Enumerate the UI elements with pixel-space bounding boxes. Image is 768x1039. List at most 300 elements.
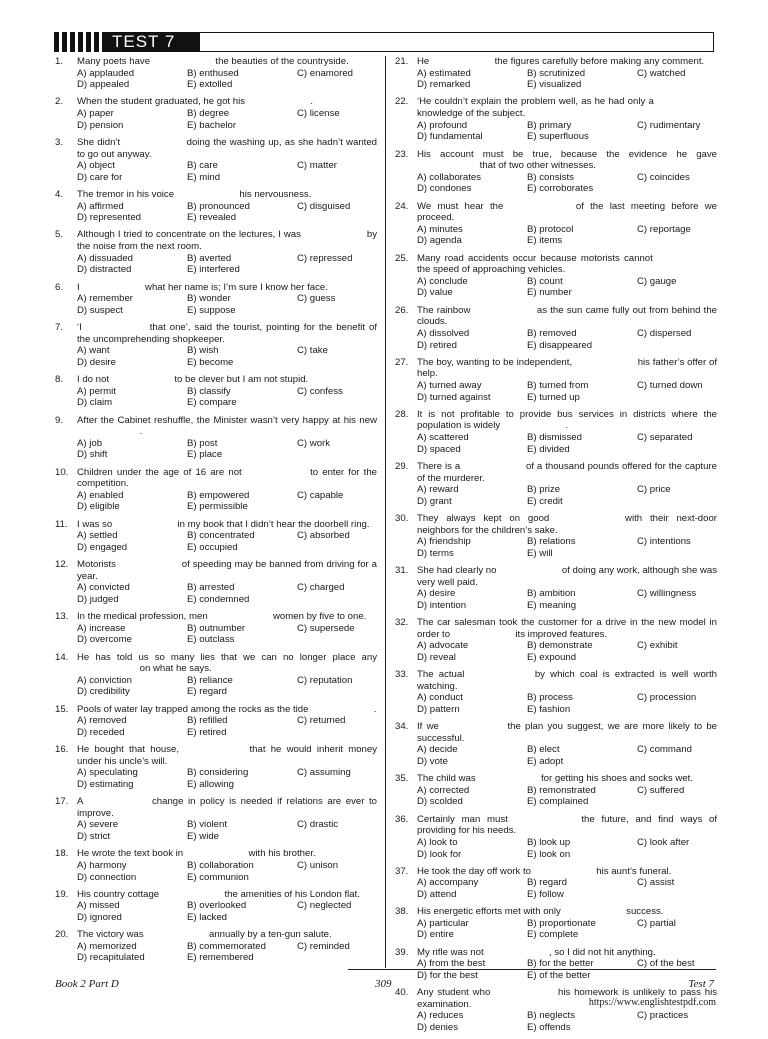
answer-option: C) absorbed <box>297 530 350 542</box>
question-number: 4. <box>55 189 64 200</box>
answer-option: C) guess <box>297 293 336 305</box>
answer-option: B) proportionate <box>527 917 596 929</box>
answer-option: A) speculating <box>77 767 138 779</box>
answer-option: B) collaboration <box>187 859 254 871</box>
question-stem <box>417 357 717 380</box>
answer-options <box>77 582 377 605</box>
question-number: 25. <box>395 252 409 264</box>
answer-option: A) applauded <box>77 67 135 79</box>
answer-option: A) scattered <box>417 432 469 444</box>
stem-after-blank: of doing any work, although she was very well paid. <box>417 565 718 588</box>
question-item <box>55 559 377 605</box>
answer-option: E) of the better <box>527 969 591 981</box>
question-item <box>55 137 377 183</box>
answer-option: B) consists <box>527 171 574 183</box>
stem-before-blank: I <box>77 281 80 293</box>
question-item <box>395 773 717 808</box>
answer-options <box>417 536 717 559</box>
answer-options <box>77 900 377 923</box>
question-number: 13. <box>55 611 69 623</box>
answer-option: A) estimated <box>417 67 471 79</box>
answer-option: B) relations <box>527 536 576 548</box>
question-stem <box>417 461 717 484</box>
answer-option: D) scolded <box>417 796 463 808</box>
question-item <box>55 704 377 739</box>
stem-after-blank: the speed of approaching vehicles. <box>417 264 566 276</box>
column-divider <box>385 56 386 968</box>
answer-option: D) terms <box>417 547 454 559</box>
answer-option: D) turned against <box>417 391 491 403</box>
answer-option: D) for the best <box>417 969 478 981</box>
answer-option: C) drastic <box>297 819 339 831</box>
answer-option: E) lacked <box>187 911 227 923</box>
question-item <box>395 149 717 195</box>
stem-before-blank: The car salesman took the customer for a drive in the new model in order to <box>417 617 717 640</box>
answer-option: E) communion <box>187 871 249 883</box>
answer-option: D) pension <box>77 119 124 131</box>
answer-option: C) license <box>297 108 340 120</box>
question-stem <box>417 305 717 328</box>
stem-after-blank: doing the washing up, as she hadn’t wanted to go out anyway. <box>77 136 377 160</box>
answer-option: E) meaning <box>527 599 577 611</box>
answer-option: C) reputation <box>297 674 353 686</box>
question-number: 5. <box>55 229 64 241</box>
answer-option: B) count <box>527 275 563 287</box>
question-stem <box>77 282 377 294</box>
answer-option: A) corrected <box>417 784 470 796</box>
question-item <box>55 374 377 409</box>
stem-after-blank: his aunt’s funeral. <box>596 865 672 877</box>
stem-before-blank: She didn’t <box>77 136 121 148</box>
question-item <box>395 866 717 901</box>
answer-option: D) remarked <box>417 79 471 91</box>
answer-option: B) outnumber <box>187 622 246 634</box>
stem-after-blank: with his brother. <box>248 848 316 860</box>
stem-after-blank: knowledge of the subject. <box>417 108 526 120</box>
answer-option: C) reminded <box>297 940 350 952</box>
answer-option: A) particular <box>417 917 469 929</box>
answer-option: C) gauge <box>637 275 677 287</box>
answer-options <box>417 328 717 351</box>
answer-option: D) spaced <box>417 443 461 455</box>
stem-before-blank: Any student who <box>417 987 491 999</box>
answer-options <box>417 120 717 143</box>
question-stem <box>77 611 377 623</box>
question-stem <box>77 929 377 941</box>
stem-after-blank: with their next-door neighbors for the children’s sake. <box>417 512 717 536</box>
answer-option: B) wish <box>187 345 219 357</box>
question-stem <box>77 848 377 860</box>
question-number: 26. <box>395 304 409 316</box>
answer-option: B) concentrated <box>187 530 255 542</box>
stem-after-blank: of a thousand pounds offered for the capture of the murderer. <box>417 460 717 484</box>
answer-options <box>77 160 377 183</box>
question-stem <box>417 513 717 536</box>
question-item <box>395 56 717 91</box>
answer-option: E) remembered <box>187 952 254 964</box>
answer-option: C) confess <box>297 385 343 397</box>
question-item <box>395 96 717 142</box>
question-item <box>55 519 377 554</box>
answer-option: D) credibility <box>77 686 130 698</box>
question-stem <box>77 796 377 819</box>
answer-option: B) turned from <box>527 379 589 391</box>
answer-option: C) work <box>297 437 331 449</box>
footer-page-number: 309 <box>375 978 392 990</box>
footer-test: Test 7 <box>688 978 714 990</box>
footer-url: https://www.englishtestpdf.com <box>588 997 716 1008</box>
answer-option: D) distracted <box>77 264 132 276</box>
answer-option: E) extolled <box>187 79 233 91</box>
answer-option: C) reportage <box>637 223 691 235</box>
stem-after-blank: success. <box>626 906 664 918</box>
answer-option: C) repressed <box>297 252 353 264</box>
question-stem <box>77 137 377 160</box>
answer-options <box>77 490 377 513</box>
question-number: 19. <box>55 888 69 900</box>
answer-option: E) compare <box>187 397 237 409</box>
answer-option: B) removed <box>527 327 577 339</box>
answer-option: E) permissible <box>187 501 248 513</box>
stem-after-blank: his homework is unlikely to pass his examination. <box>417 987 717 1010</box>
answer-option: B) degree <box>187 108 230 120</box>
question-item <box>55 322 377 368</box>
answer-option: B) protocol <box>527 223 574 235</box>
answer-option: E) allowing <box>187 778 234 790</box>
answer-option: B) dismissed <box>527 432 582 444</box>
answer-option: C) command <box>637 744 692 756</box>
answer-options <box>77 201 377 224</box>
stem-after-blank: change in policy is needed if relations are ever to improve. <box>77 796 377 819</box>
question-number: 28. <box>395 408 409 420</box>
answer-option: B) considering <box>187 767 249 779</box>
question-item <box>395 906 717 941</box>
answer-options <box>417 1010 717 1033</box>
answer-options <box>77 386 377 409</box>
answer-option: D) eligible <box>77 501 120 513</box>
stem-after-blank: . <box>373 703 377 715</box>
question-stem <box>77 467 377 490</box>
question-number: 30. <box>395 512 409 524</box>
stem-before-blank: After the Cabinet reshuffle, the Minister wasn’t very happy at his new <box>77 414 377 426</box>
answer-option: D) reveal <box>417 651 456 663</box>
answer-option: C) look after <box>637 836 690 848</box>
answer-options <box>417 380 717 403</box>
answer-option: C) charged <box>297 582 345 594</box>
question-number: 31. <box>395 565 409 577</box>
answer-option: D) appealed <box>77 79 130 91</box>
answer-option: D) agenda <box>417 235 462 247</box>
question-item <box>395 357 717 403</box>
question-stem <box>77 229 377 252</box>
answer-option: A) profound <box>417 119 468 131</box>
stem-after-blank: on what he says. <box>139 663 212 675</box>
question-number: 8. <box>55 374 64 386</box>
question-item <box>55 889 377 924</box>
stem-before-blank: He bought that house, <box>77 744 180 756</box>
answer-options <box>77 767 377 790</box>
answer-option: A) severe <box>77 819 119 831</box>
question-number: 23. <box>395 148 409 160</box>
stem-after-blank: , so I did not hit anything. <box>549 946 656 958</box>
answer-option: A) affirmed <box>77 200 124 212</box>
answer-option: E) retired <box>187 726 227 738</box>
answer-option: E) items <box>527 235 563 247</box>
answer-option: B) care <box>187 160 218 172</box>
answer-options <box>417 588 717 611</box>
answer-option: D) condones <box>417 183 472 195</box>
question-number: 9. <box>55 414 64 426</box>
question-number: 38. <box>395 906 409 918</box>
stem-before-blank: His country cottage <box>77 888 160 900</box>
answer-option: E) wide <box>187 831 219 843</box>
answer-options <box>417 744 717 767</box>
answer-options <box>417 785 717 808</box>
answer-options <box>77 819 377 842</box>
answer-option: B) look up <box>527 836 571 848</box>
answer-option: C) practices <box>637 1010 689 1022</box>
stem-after-blank: . <box>139 426 143 438</box>
stem-before-blank: His account must be true, because the evidence he gave <box>417 148 717 160</box>
answer-option: C) assuming <box>297 767 351 779</box>
answer-option: E) corroborates <box>527 183 594 195</box>
answer-option: C) exhibit <box>637 640 678 652</box>
answer-option: D) connection <box>77 871 137 883</box>
answer-option: E) occupied <box>187 541 238 553</box>
stem-before-blank: Children under the age of 16 are not <box>77 466 242 478</box>
question-stem <box>417 96 717 119</box>
answer-option: A) conviction <box>77 674 132 686</box>
stem-after-blank: as the sun came fully out from behind the clouds. <box>417 304 718 328</box>
question-stem <box>77 374 377 386</box>
answer-option: D) represented <box>77 212 141 224</box>
question-stem <box>77 889 377 901</box>
stem-after-blank: by which coal is extracted is well worth watching. <box>417 669 717 692</box>
question-number: 36. <box>395 813 409 825</box>
stem-before-blank: I was so <box>77 518 113 530</box>
question-stem <box>77 189 377 201</box>
answer-option: A) missed <box>77 900 120 912</box>
answer-option: C) take <box>297 345 328 357</box>
answer-option: C) dispersed <box>637 327 692 339</box>
stem-after-blank: that of two other witnesses. <box>479 160 596 172</box>
answer-option: D) engaged <box>77 541 128 553</box>
answer-option: D) retired <box>417 339 457 351</box>
answer-options <box>77 623 377 646</box>
stem-before-blank: He <box>417 56 430 67</box>
answer-options <box>77 530 377 553</box>
answer-option: E) mind <box>187 171 221 183</box>
answer-option: A) turned away <box>417 379 482 391</box>
stem-before-blank: Although I tried to concentrate on the lectures, I was <box>77 229 301 241</box>
answer-option: E) divided <box>527 443 570 455</box>
stem-before-blank: Many road accidents occur because motorists cannot <box>417 252 653 264</box>
answer-option: C) willingness <box>637 588 697 600</box>
question-number: 17. <box>55 796 69 808</box>
answer-option: C) partial <box>637 917 676 929</box>
answer-option: B) violent <box>187 819 227 831</box>
answer-option: D) receded <box>77 726 125 738</box>
stem-before-blank: He wrote the text book in <box>77 848 184 860</box>
stem-after-blank: the future, and find ways of providing for his needs. <box>417 813 718 837</box>
stem-before-blank: It is not profitable to provide bus services in districts where the population is widely <box>417 408 717 432</box>
answer-option: C) supersede <box>297 622 355 634</box>
answer-option: E) offends <box>527 1022 571 1033</box>
question-stem <box>417 773 717 785</box>
answer-option: B) for the better <box>527 958 594 970</box>
stem-after-blank: women by five to one. <box>273 611 367 623</box>
answer-option: C) turned down <box>637 379 703 391</box>
question-column-left <box>55 56 377 970</box>
answer-option: A) removed <box>77 715 127 727</box>
question-number: 11. <box>55 518 68 530</box>
answer-options <box>417 172 717 195</box>
question-item <box>55 929 377 964</box>
stem-before-blank: He took the day off work to <box>417 865 531 877</box>
question-stem <box>77 559 377 582</box>
question-item <box>55 467 377 513</box>
question-item <box>55 189 377 224</box>
question-number: 2. <box>55 96 64 108</box>
stem-after-blank: what her name is; I’m sure I know her face. <box>145 281 328 293</box>
stem-before-blank: Certainly man must <box>417 813 508 825</box>
question-item <box>395 461 717 507</box>
answer-options <box>77 438 377 461</box>
answer-option: B) remonstrated <box>527 784 596 796</box>
question-number: 18. <box>55 848 69 860</box>
answer-option: E) adopt <box>527 756 564 767</box>
answer-option: E) place <box>187 449 223 461</box>
answer-option: D) suspect <box>77 304 123 316</box>
answer-option: A) permit <box>77 385 116 397</box>
answer-option: A) conclude <box>417 275 468 287</box>
question-stem <box>77 96 377 108</box>
question-item <box>55 611 377 646</box>
bottom-rule <box>348 969 716 970</box>
answer-option: C) unison <box>297 859 339 871</box>
answer-option: A) reward <box>417 484 459 496</box>
answer-option: E) look on <box>527 848 571 860</box>
answer-option: C) separated <box>637 432 693 444</box>
question-item <box>395 669 717 715</box>
question-number: 6. <box>55 281 64 293</box>
answer-option: A) decide <box>417 744 458 756</box>
answer-option: A) harmony <box>77 859 127 871</box>
question-stem <box>77 704 377 716</box>
answer-option: E) fashion <box>527 703 571 715</box>
answer-option: C) assist <box>637 877 675 889</box>
answer-option: D) intention <box>417 599 467 611</box>
question-item <box>395 253 717 299</box>
answer-options <box>77 675 377 698</box>
answer-option: C) neglected <box>297 900 352 912</box>
answer-option: C) disguised <box>297 200 351 212</box>
stem-after-blank: his father’s offer of help. <box>417 356 717 380</box>
answer-options <box>417 68 717 91</box>
answer-option: E) will <box>527 547 553 559</box>
answer-option: E) superfluous <box>527 131 589 143</box>
question-item <box>55 796 377 842</box>
question-number: 15. <box>55 703 69 715</box>
answer-option: A) enabled <box>77 489 124 501</box>
stem-after-blank: the beauties of the countryside. <box>215 56 349 67</box>
question-number: 10. <box>55 466 69 478</box>
answer-option: B) elect <box>527 744 560 756</box>
stem-after-blank: in my book that I didn’t hear the doorbell ring. <box>177 518 370 530</box>
stem-after-blank: of speeding may be banned from driving for a year. <box>77 559 377 582</box>
answer-option: D) vote <box>417 756 448 767</box>
question-item <box>395 565 717 611</box>
answer-option: B) classify <box>187 385 231 397</box>
stem-after-blank: of the last meeting before we proceed. <box>417 200 718 224</box>
answer-option: B) primary <box>527 119 572 131</box>
footer-book: Book 2 Part D <box>55 978 119 990</box>
answer-option: C) watched <box>637 67 686 79</box>
answer-option: A) collaborates <box>417 171 481 183</box>
answer-option: E) become <box>187 356 234 368</box>
question-stem <box>417 253 717 276</box>
answer-option: B) wonder <box>187 293 231 305</box>
answer-option: A) minutes <box>417 223 463 235</box>
answer-option: B) ambition <box>527 588 576 600</box>
answer-options <box>417 432 717 455</box>
question-number: 27. <box>395 356 409 368</box>
stem-before-blank: He has told us so many lies that we can no longer place any <box>77 651 377 663</box>
stem-after-blank: that he would inherit money under his uncle’s will. <box>77 744 377 767</box>
answer-option: C) suffered <box>637 784 685 796</box>
question-number: 1. <box>55 56 64 67</box>
stem-after-blank: annually by a ten-gun salute. <box>209 929 332 941</box>
stem-after-blank: the plan you suggest, we are more likely to be successful. <box>417 721 718 744</box>
question-item <box>55 229 377 275</box>
answer-options <box>417 877 717 900</box>
question-stem <box>417 814 717 837</box>
answer-option: A) dissuaded <box>77 252 133 264</box>
answer-option: D) estimating <box>77 778 134 790</box>
answer-option: D) value <box>417 287 453 299</box>
answer-option: C) of the best <box>637 958 695 970</box>
question-stem <box>417 721 717 744</box>
answer-option: B) arrested <box>187 582 235 594</box>
question-number: 29. <box>395 460 409 472</box>
stem-before-blank: The tremor in his voice <box>77 189 175 200</box>
answer-option: D) look for <box>417 848 462 860</box>
answer-option: E) suppose <box>187 304 236 316</box>
answer-options <box>77 860 377 883</box>
stem-after-blank: the amenities of his London flat. <box>224 888 360 900</box>
question-number: 7. <box>55 322 64 333</box>
answer-options <box>417 640 717 663</box>
stem-before-blank: The rainbow <box>417 304 471 316</box>
stem-before-blank: ‘He couldn’t explain the problem well, as he had only a <box>417 96 654 108</box>
question-stem <box>417 201 717 224</box>
answer-option: D) recapitulated <box>77 952 145 964</box>
answer-options <box>417 276 717 299</box>
question-item <box>395 305 717 351</box>
question-item <box>55 744 377 790</box>
question-stem <box>417 947 717 959</box>
stem-after-blank: by the noise from the next room. <box>77 229 378 253</box>
answer-option: A) increase <box>77 622 126 634</box>
question-stem <box>77 652 377 675</box>
stem-after-blank: . <box>310 96 314 108</box>
answer-option: E) complete <box>527 929 579 941</box>
answer-option: E) outclass <box>187 634 235 646</box>
answer-option: C) procession <box>637 692 697 704</box>
stem-before-blank: The victory was <box>77 929 144 941</box>
header-bars <box>54 32 99 52</box>
answer-option: A) look to <box>417 836 458 848</box>
